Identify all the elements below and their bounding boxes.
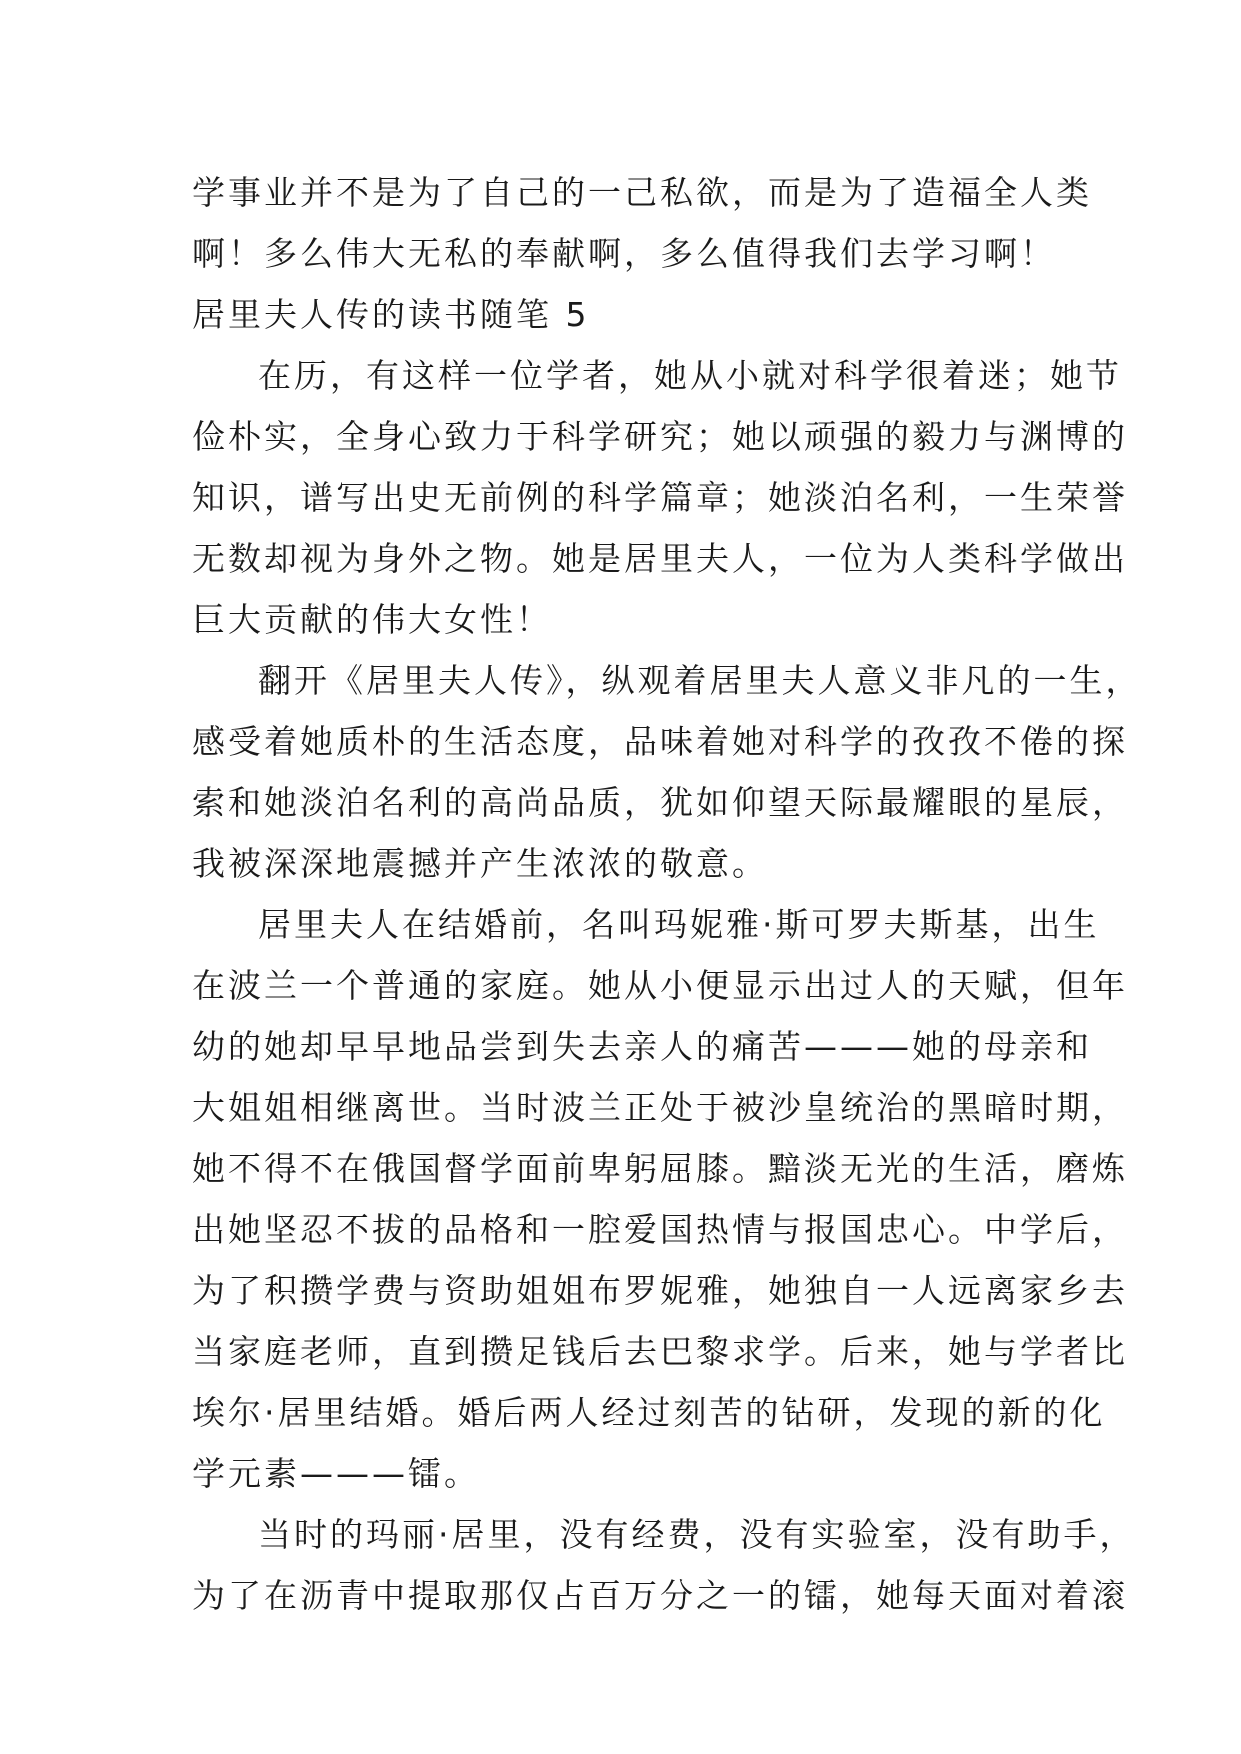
text-line: 为了在沥青中提取那仅占百万分之一的镭，她每天面对着滚: [192, 1576, 1128, 1615]
text-line: 学事业并不是为了自己的一己私欲，而是为了造福全人类: [192, 173, 1092, 212]
text-line: 感受着她质朴的生活态度，品味着她对科学的孜孜不倦的探: [192, 722, 1128, 761]
text-line: 索和她淡泊名利的高尚品质，犹如仰望天际最耀眼的星辰，: [192, 783, 1128, 822]
text-line: 大姐姐相继离世。当时波兰正处于被沙皇统治的黑暗时期，: [192, 1088, 1128, 1127]
text-line: 为了积攒学费与资助姐姐布罗妮雅，她独自一人远离家乡去: [192, 1271, 1128, 1310]
paragraph-first-line: 居里夫人在结婚前，名叫玛妮雅·斯可罗夫斯基，出生: [258, 905, 1100, 944]
text-line: 我被深深地震撼并产生浓浓的敬意。: [192, 844, 768, 883]
text-line: 居里夫人传的读书随笔 5: [192, 295, 590, 334]
document-body: [192, 162, 1142, 1626]
text-line: 出她坚忍不拔的品格和一腔爱国热情与报国忠心。中学后，: [192, 1210, 1128, 1249]
text-line: 埃尔·居里结婚。婚后两人经过刻苦的钻研，发现的新的化: [192, 1393, 1106, 1432]
text-line: 当家庭老师，直到攒足钱后去巴黎求学。后来，她与学者比: [192, 1332, 1128, 1371]
text-line: 她不得不在俄国督学面前卑躬屈膝。黯淡无光的生活，磨炼: [192, 1149, 1128, 1188]
text-line: 幼的她却早早地品尝到失去亲人的痛苦———她的母亲和: [192, 1027, 1092, 1066]
text-line: 俭朴实，全身心致力于科学研究；她以顽强的毅力与渊博的: [192, 417, 1128, 456]
paragraph-first-line: 当时的玛丽·居里，没有经费，没有实验室，没有助手，: [258, 1515, 1136, 1554]
text-line: 知识，谱写出史无前例的科学篇章；她淡泊名利，一生荣誉: [192, 478, 1128, 517]
text-line: 啊！多么伟大无私的奉献啊，多么值得我们去学习啊！: [192, 234, 1056, 273]
text-line: 在波兰一个普通的家庭。她从小便显示出过人的天赋，但年: [192, 966, 1128, 1005]
text-line: 学元素———镭。: [192, 1454, 480, 1493]
paragraph-first-line: 翻开《居里夫人传》，纵观着居里夫人意义非凡的一生，: [258, 661, 1142, 700]
text-line: 无数却视为身外之物。她是居里夫人，一位为人类科学做出: [192, 539, 1128, 578]
text-line: 巨大贡献的伟大女性！: [192, 600, 552, 639]
paragraph-first-line: 在历，有这样一位学者，她从小就对科学很着迷；她节: [258, 356, 1122, 395]
